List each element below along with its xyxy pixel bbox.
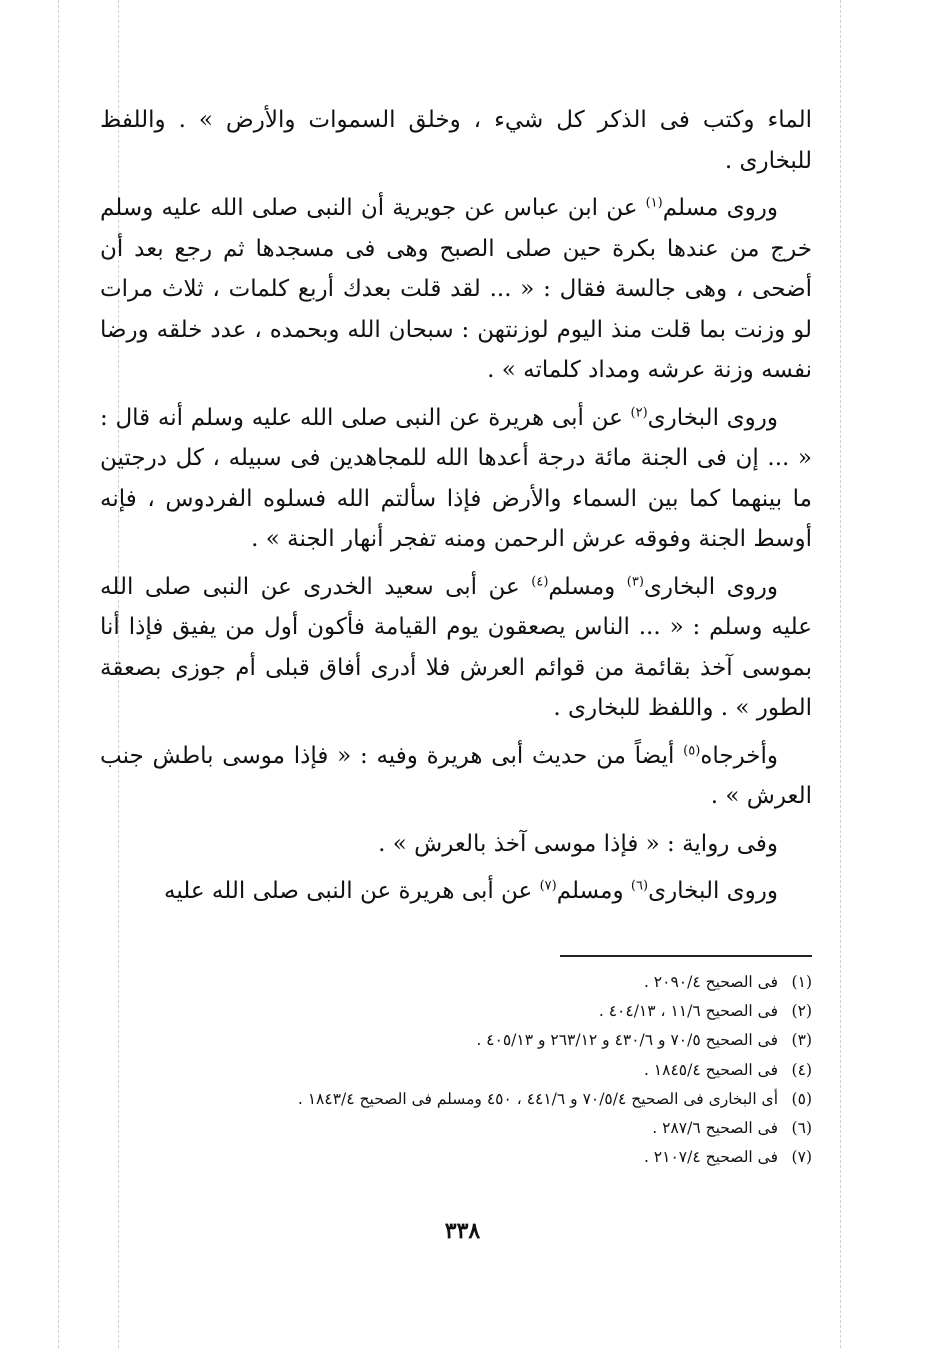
paragraph-1: الماء وكتب فى الذكر كل شيء ، وخلق السموات والأرض » . واللفظ للبخارى . bbox=[100, 107, 812, 174]
page-number: ٣٣٨ bbox=[444, 1218, 481, 1244]
footnote-1: (١)فى الصحيح ٢٠٩٠/٤ . bbox=[643, 973, 812, 991]
footnote-ref: (١) bbox=[645, 195, 663, 211]
scan-guide-line bbox=[58, 0, 59, 1348]
main-text bbox=[100, 100, 812, 919]
paragraph-7: وروى البخارى$^{(٦)}$ ومسلم$^{(٧)}$ عن أبى هريرة عن النبى صلى الله عليه bbox=[164, 878, 778, 904]
footnote-ref: (٢) bbox=[630, 404, 648, 420]
footnote-3: (٣)فى الصحيح ٧٠/٥ و ٤٣٠/٦ و ٢٦٣/١٢ و ٤٠٥/١٣ . bbox=[476, 1031, 812, 1050]
footnote-ref: (٧) bbox=[539, 878, 557, 894]
paragraph-6: وفى رواية : « فإذا موسى آخذ بالعرش » . bbox=[378, 830, 778, 857]
footnote-ref: (٥) bbox=[683, 742, 701, 758]
footnote-4: (٤)فى الصحيح ١٨٤٥/٤ . bbox=[643, 1060, 812, 1079]
footnote-6: (٦)فى الصحيح ٢٨٧/٦ . bbox=[652, 1119, 812, 1138]
footnote-5: (٥)أى البخارى فى الصحيح ٧٠/٥/٤ و ٤٤١/٦ ، ٤٥٠ ومسلم فى الصحيح ١٨٤٣/٤ . bbox=[297, 1089, 812, 1108]
footnote-ref: (٣) bbox=[626, 573, 644, 589]
footnote-separator bbox=[560, 955, 812, 957]
footnotes bbox=[100, 968, 812, 1172]
scan-guide-line bbox=[840, 0, 841, 1348]
paragraph-5: وأخرجاه$^{(٥)}$ أيضاً من حديث أبى هريرة وفيه : « فإذا موسى باطش جنب العرش » . bbox=[100, 742, 812, 809]
paragraph-2: وروى مسلم$^{(١)}$ عن ابن عباس عن جويرية أن النبى صلى الله عليه وسلم خرج من عندها بكرة حين صلى الصبح وهى فى مسجدها ثم رجع بعد أن أضحى ، وهى جالسة فقال : « ... لقد قلت بعدك أربع كلمات ، ثلاث مرات لو وزنت بما قلت منذ اليوم لوزنتهن : سبحان الله وبحمده ، عدد خلقه ورضا نفسه وزنة عرشه ومداد كلماته » . bbox=[100, 195, 812, 383]
footnote-2: (٢)فى الصحيح ١١/٦ ، ٤٠٤/١٣ . bbox=[598, 1002, 812, 1021]
footnote-7: (٧)فى الصحيح ٢١٠٧/٤ . bbox=[643, 1148, 812, 1167]
footnote-ref: (٦) bbox=[630, 878, 649, 894]
footnote-ref: (٤) bbox=[531, 573, 549, 589]
paragraph-3: وروى البخارى$^{(٢)}$ عن أبى هريرة عن النبى صلى الله عليه وسلم أنه قال : « ... إن فى الجنة مائة درجة أعدها الله للمجاهدين فى سبيله ، كل درجتين ما بينهما كما بين السماء والأرض فإذا سألتم الله فسلوه الفردوس ، فإنه أوسط الجنة وفوقه عرش الرحمن ومنه تفجر أنهار الجنة » . bbox=[100, 404, 812, 552]
paragraph-4: وروى البخارى$^{(٣)}$ ومسلم$^{(٤)}$ عن أبى سعيد الخدرى عن النبى صلى الله عليه وسلم : « ... الناس يصعقون يوم القيامة فأكون أول من يفيق فإذا أنا بموسى آخذ بقائمة من قوائم العرش فلا أدرى أفاق قبلى أم جوزى بصعقة الطور » . واللفظ للبخارى . bbox=[100, 573, 812, 721]
